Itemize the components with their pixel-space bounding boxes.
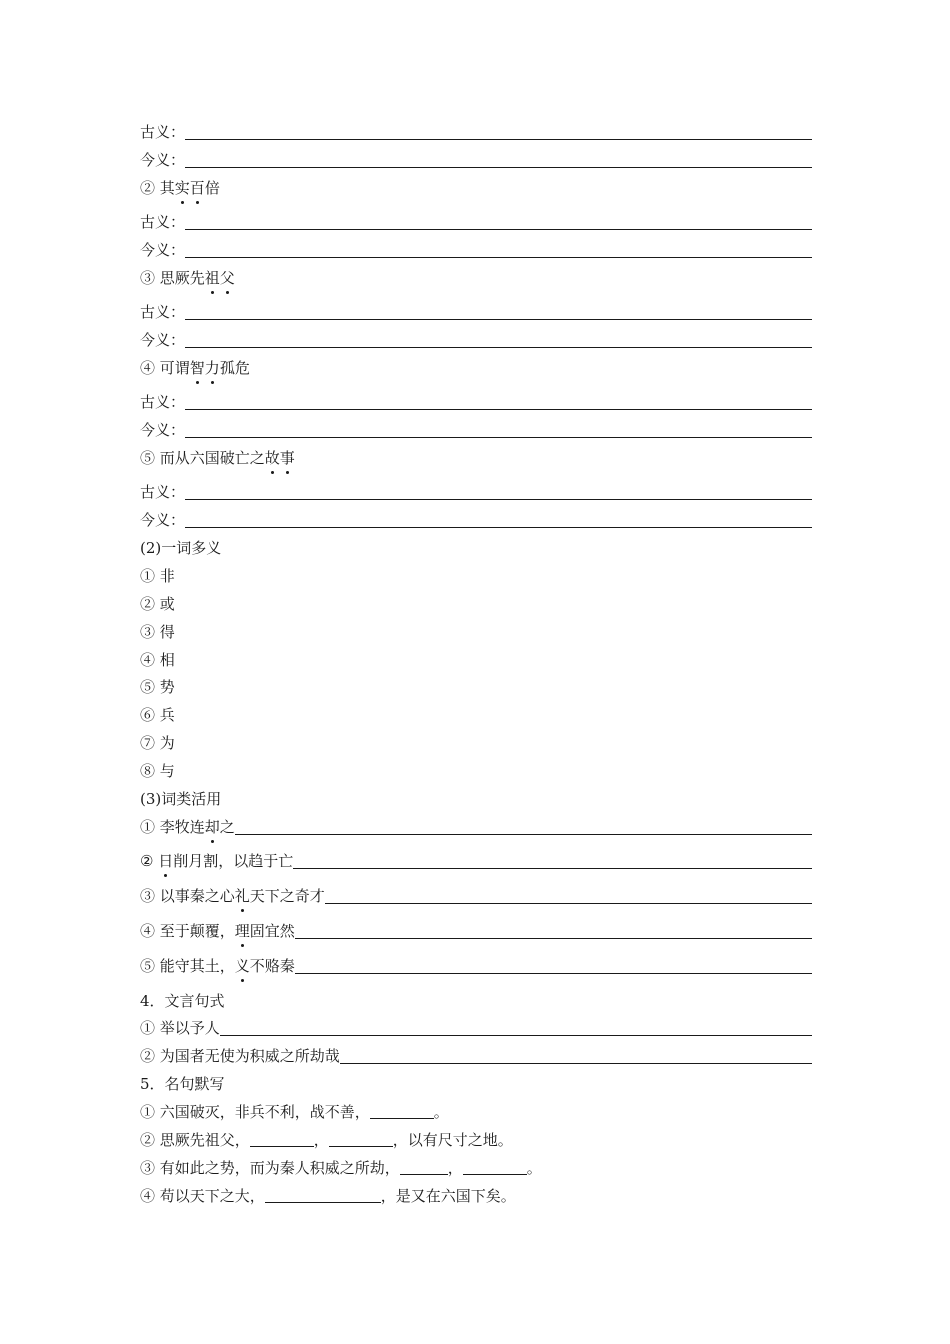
ancient-meaning-item-5: ⑤ 而从六国破亡之故事	[140, 449, 295, 467]
answer-blank[interactable]	[265, 1187, 381, 1203]
emphasis-char: 智	[189, 359, 205, 377]
jin-yi-label: 今义：	[140, 421, 186, 439]
ancient-meaning-item-2: ② 其实百倍	[140, 179, 220, 197]
word-class-item-2: ② 日削月割，以趋于亡	[140, 851, 812, 871]
answer-blank[interactable]	[295, 922, 812, 939]
emphasis-char: 百	[189, 179, 205, 197]
answer-blank[interactable]	[185, 303, 812, 320]
jin-yi-label: 今义：	[140, 241, 186, 259]
emphasis-char: 祖	[204, 269, 220, 287]
answer-blank[interactable]	[185, 241, 812, 258]
emphasis-char: 故	[264, 449, 280, 467]
jin-yi-label: 今义：	[140, 151, 186, 169]
answer-blank[interactable]	[400, 1159, 448, 1175]
emphasis-char: 理	[234, 922, 250, 940]
answer-blank[interactable]	[185, 483, 812, 500]
section-heading-word-class: (3)词类活用	[140, 790, 222, 808]
emphasis-char: 日	[158, 852, 174, 870]
polysemy-item: ⑦ 为	[140, 734, 175, 752]
section-heading-syntax: 4．文言句式	[140, 992, 225, 1010]
section-heading-polysemy: (2)一词多义	[140, 539, 222, 557]
answer-blank[interactable]	[220, 1019, 812, 1036]
answer-blank[interactable]	[463, 1159, 527, 1175]
jin-yi-row-4	[140, 420, 812, 440]
answer-blank[interactable]	[185, 511, 812, 528]
polysemy-item: ③ 得	[140, 623, 175, 641]
answer-blank[interactable]	[325, 887, 812, 904]
gu-yi-row-3	[140, 302, 812, 322]
gu-yi-row-4	[140, 392, 812, 412]
emphasis-char: 礼	[234, 887, 250, 905]
gu-yi-label: 古义：	[140, 213, 186, 231]
polysemy-item: ② 或	[140, 595, 175, 613]
answer-blank[interactable]	[185, 123, 812, 140]
jin-yi-label: 今义：	[140, 511, 186, 529]
answer-blank[interactable]	[235, 818, 812, 835]
gu-yi-row-2	[140, 212, 812, 232]
gu-yi-label: 古义：	[140, 303, 186, 321]
answer-blank[interactable]	[340, 1047, 812, 1064]
answer-blank[interactable]	[185, 151, 812, 168]
emphasis-char: 父	[219, 269, 235, 287]
syntax-item-2: ② 为国者无使为积威之所劫哉	[140, 1046, 812, 1066]
recitation-item-4: ④ 苟以天下之大， ，是又在六国下矣。	[140, 1187, 516, 1205]
answer-blank[interactable]	[250, 1131, 314, 1147]
answer-blank[interactable]	[185, 421, 812, 438]
polysemy-item: ⑤ 势	[140, 678, 175, 696]
word-class-item-5: ⑤ 能守其土，义不赂秦	[140, 956, 812, 976]
polysemy-item: ① 非	[140, 567, 175, 585]
word-class-item-4: ④ 至于颠覆，理固宜然	[140, 921, 812, 941]
ancient-meaning-item-4: ④ 可谓智力孤危	[140, 359, 250, 377]
recitation-item-1: ① 六国破灭，非兵不利，战不善， 。	[140, 1103, 449, 1121]
emphasis-char: 事	[279, 449, 295, 467]
gu-yi-label: 古义：	[140, 483, 186, 501]
answer-blank[interactable]	[185, 331, 812, 348]
answer-blank[interactable]	[329, 1131, 393, 1147]
emphasis-char: 力	[204, 359, 220, 377]
syntax-item-1: ① 举以予人	[140, 1018, 812, 1038]
gu-yi-row-5	[140, 482, 812, 502]
recitation-item-2: ② 思厥先祖父， ， ，以有尺寸之地。	[140, 1131, 513, 1149]
section-heading-recitation: 5．名句默写	[140, 1075, 225, 1093]
gu-yi-row-1	[140, 122, 812, 142]
gu-yi-label: 古义：	[140, 123, 186, 141]
word-class-item-3: ③ 以事秦之心礼天下之奇才	[140, 886, 812, 906]
polysemy-item: ⑧ 与	[140, 762, 175, 780]
jin-yi-row-5	[140, 510, 812, 530]
jin-yi-label: 今义：	[140, 331, 186, 349]
answer-blank[interactable]	[370, 1103, 434, 1119]
word-class-item-1: ① 李牧连却之	[140, 817, 812, 837]
emphasis-char: 义	[234, 957, 250, 975]
recitation-item-3: ③ 有如此之势，而为秦人积威之所劫， ， 。	[140, 1159, 542, 1177]
polysemy-item: ⑥ 兵	[140, 706, 175, 724]
answer-blank[interactable]	[185, 213, 812, 230]
jin-yi-row-1	[140, 150, 812, 170]
answer-blank[interactable]	[185, 393, 812, 410]
answer-blank[interactable]	[295, 957, 812, 974]
jin-yi-row-3	[140, 330, 812, 350]
emphasis-char: 实	[174, 179, 190, 197]
ancient-meaning-item-3: ③ 思厥先祖父	[140, 269, 235, 287]
emphasis-char: 却	[204, 818, 220, 836]
polysemy-item: ④ 相	[140, 651, 175, 669]
gu-yi-label: 古义：	[140, 393, 186, 411]
jin-yi-row-2	[140, 240, 812, 260]
answer-blank[interactable]	[293, 852, 812, 869]
